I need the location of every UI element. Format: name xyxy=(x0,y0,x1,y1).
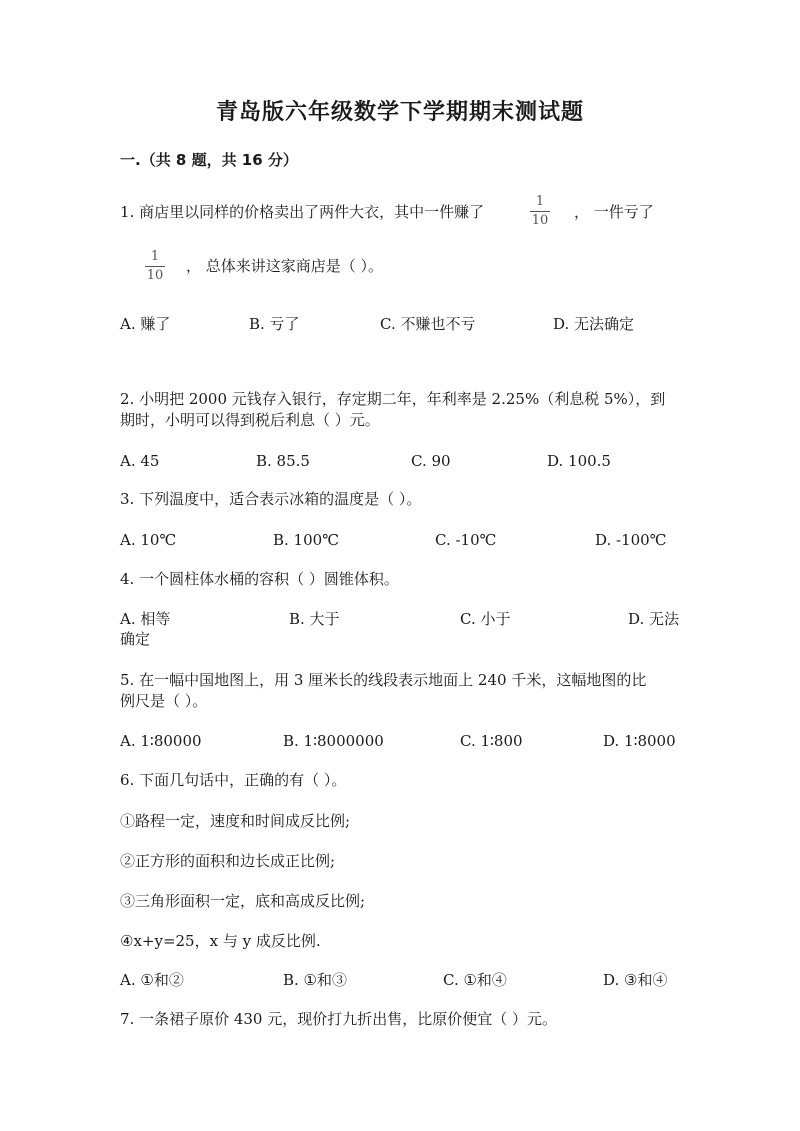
q1-text-part1: 1. 商店里以同样的价格卖出了两件大衣，其中一件赚了 xyxy=(120,203,485,221)
fraction-bar xyxy=(145,266,165,267)
q1-text-part3: ， 总体来讲这家商店是（ ）。 xyxy=(186,257,384,275)
q1-fraction-1 xyxy=(526,195,554,228)
q4-option-a[interactable]: A. 相等 xyxy=(120,610,171,628)
q6-statement-3: ③三角形面积一定，底和高成反比例; xyxy=(120,892,366,910)
q4-text-line1: 4. 一个圆柱体水桶的容积（ ）圆锥体积。 xyxy=(120,570,399,588)
q1-option-b[interactable]: B. 亏了 xyxy=(249,315,300,333)
section-header: 一.（共 8 题，共 16 分） xyxy=(120,151,298,169)
q4-option-c[interactable]: C. 小于 xyxy=(460,610,511,628)
fraction-numerator: 1 xyxy=(150,249,160,264)
q6-option-c[interactable]: C. ①和④ xyxy=(443,971,507,989)
q4-option-d-wrap: 确定 xyxy=(120,630,151,648)
q4-option-b[interactable]: B. 大于 xyxy=(289,610,340,628)
q6-statement-1: ①路程一定，速度和时间成反比例; xyxy=(120,812,351,830)
q1-text-part2: ， 一件亏了 xyxy=(574,203,654,221)
q1-fraction-2 xyxy=(141,250,169,283)
q2-option-d[interactable]: D. 100.5 xyxy=(547,452,611,470)
q6-statement-4: ④x+y=25，x 与 y 成反比例. xyxy=(120,932,321,950)
q4-option-d[interactable]: D. 无法 xyxy=(628,610,680,628)
fraction-denominator: 10 xyxy=(146,268,164,283)
q3-option-c[interactable]: C. -10℃ xyxy=(435,531,497,549)
q2-option-c[interactable]: C. 90 xyxy=(411,452,451,470)
q6-option-a[interactable]: A. ①和② xyxy=(120,971,184,989)
q6-text-line1: 6. 下面几句话中，正确的有（ ）。 xyxy=(120,771,347,789)
q5-option-c[interactable]: C. 1∶800 xyxy=(460,732,523,750)
q6-option-b[interactable]: B. ①和③ xyxy=(283,971,348,989)
q2-option-a[interactable]: A. 45 xyxy=(120,452,160,470)
q5-option-d[interactable]: D. 1∶8000 xyxy=(603,732,676,750)
q2-text-line2: 期时，小明可以得到税后利息（ ）元。 xyxy=(120,411,380,429)
fraction-bar xyxy=(530,211,550,212)
q1-option-a[interactable]: A. 赚了 xyxy=(120,315,171,333)
q1-option-d[interactable]: D. 无法确定 xyxy=(553,315,635,333)
q5-option-a[interactable]: A. 1∶80000 xyxy=(120,732,202,750)
fraction-numerator: 1 xyxy=(535,194,545,209)
fraction-denominator: 10 xyxy=(531,213,549,228)
q5-text-line1: 5. 在一幅中国地图上，用 3 厘米长的线段表示地面上 240 千米，这幅地图的比 xyxy=(120,671,647,689)
q2-option-b[interactable]: B. 85.5 xyxy=(256,452,310,470)
q6-statement-2: ②正方形的面积和边长成正比例; xyxy=(120,852,336,870)
q3-option-d[interactable]: D. -100℃ xyxy=(595,531,667,549)
q2-text-line1: 2. 小明把 2000 元钱存入银行，存定期二年，年利率是 2.25%（利息税 5%），到 xyxy=(120,390,666,408)
q7-text-line1: 7. 一条裙子原价 430 元，现价打九折出售，比原价便宜（ ）元。 xyxy=(120,1010,558,1028)
q6-option-d[interactable]: D. ③和④ xyxy=(603,971,668,989)
q1-option-c[interactable]: C. 不赚也不亏 xyxy=(380,315,476,333)
page-title: 青岛版六年级数学下学期期末测试题 xyxy=(215,100,584,125)
q3-text-line1: 3. 下列温度中，适合表示冰箱的温度是（ ）。 xyxy=(120,490,422,508)
q5-text-line2: 例尺是（ ）。 xyxy=(120,692,208,710)
q3-option-b[interactable]: B. 100℃ xyxy=(273,531,339,549)
q3-option-a[interactable]: A. 10℃ xyxy=(120,531,177,549)
q5-option-b[interactable]: B. 1∶8000000 xyxy=(283,732,384,750)
